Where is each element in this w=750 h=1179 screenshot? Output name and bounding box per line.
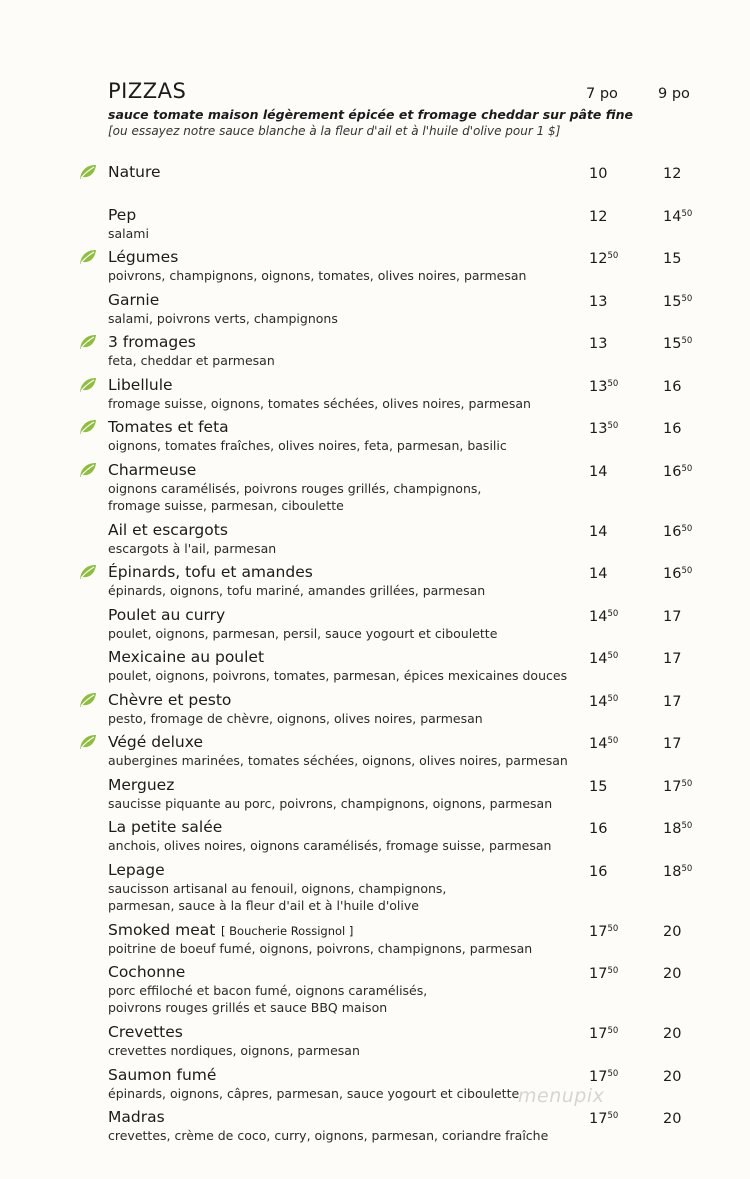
item-description: [108, 1042, 578, 1059]
leaf-icon: [79, 377, 97, 393]
price-7po: [589, 334, 607, 354]
price-9po-cents: 50: [681, 293, 693, 304]
item-name-text: Épinards, tofu et amandes: [108, 563, 313, 581]
price-7po: [589, 462, 607, 482]
item-description: [108, 837, 578, 854]
item-description: [108, 795, 578, 812]
menu-item: [0, 332, 750, 375]
price-9po-cents: 50: [681, 863, 693, 874]
description-line: escargots à l'ail, parmesan: [108, 540, 277, 556]
price-9po: [663, 564, 692, 584]
item-name-text: Nature: [108, 163, 161, 181]
item-name-text: Cochonne: [108, 963, 186, 981]
item-name: [108, 920, 353, 941]
price-9po: [663, 649, 681, 669]
price-9po-value: 20: [663, 1068, 682, 1085]
description-line: pesto, fromage de chèvre, oignons, olives noires, parmesan: [108, 710, 483, 726]
price-7po: [589, 1109, 618, 1129]
item-name: [108, 1065, 216, 1085]
description-line: salami, poivrons verts, champignons: [108, 310, 338, 326]
description-line: oignons caramélisés, poivrons rouges grillés, champignons,: [108, 480, 482, 496]
price-9po-value: 17: [663, 651, 682, 667]
menu-item: [0, 817, 750, 860]
description-line: poivrons, champignons, oignons, tomates, olives noires, parmesan: [108, 268, 527, 283]
item-name: [108, 647, 264, 667]
item-name-text: Tomates et feta: [108, 418, 229, 436]
price-7po-cents: 50: [607, 421, 619, 431]
price-7po: [589, 1067, 618, 1087]
price-7po-value: 13: [589, 421, 608, 437]
description-line: aubergines marinées, tomates séchées, oignons, olives noires, parmesan: [108, 753, 568, 768]
menu-item: [0, 690, 750, 733]
price-9po-value: 20: [663, 1026, 682, 1042]
price-7po-value: 14: [589, 736, 608, 752]
description-line: feta, cheddar et parmesan: [108, 353, 275, 368]
price-7po: [589, 564, 607, 584]
item-description: [108, 540, 578, 557]
item-name: [108, 605, 225, 625]
price-7po-cents: 50: [607, 1111, 619, 1121]
price-9po: [663, 1109, 681, 1129]
item-description: [108, 982, 578, 1016]
item-name: [108, 775, 174, 795]
price-7po-value: 16: [589, 863, 608, 880]
item-name: [108, 290, 159, 310]
menu-item: [0, 460, 750, 520]
item-name: [108, 962, 185, 982]
price-9po: [663, 292, 692, 312]
price-9po: [663, 522, 692, 542]
menu-item: [0, 860, 750, 920]
item-description: [108, 480, 578, 514]
price-7po-value: 13: [589, 293, 608, 310]
item-name-text: Chèvre et pesto: [108, 690, 232, 709]
item-name-text: Poulet au curry: [108, 605, 226, 624]
item-name: [108, 460, 196, 480]
item-name: [108, 162, 161, 182]
description-line: parmesan, sauce à la fleur d'ail et à l'huile d'olive: [108, 897, 419, 913]
menu-item: [0, 520, 750, 563]
item-name-text: Smoked meat: [108, 920, 216, 939]
item-description: [108, 437, 578, 454]
price-7po-value: 12: [589, 208, 608, 225]
item-description: [108, 1127, 578, 1144]
item-name-text: Légumes: [108, 248, 179, 266]
price-9po-value: 17: [663, 778, 682, 795]
price-9po: [663, 1067, 681, 1087]
item-name-text: Lepage: [108, 860, 165, 879]
price-9po-cents: 50: [681, 566, 693, 576]
section-subtitle: sauce tomate maison légèrement épicée et fromage cheddar sur pâte fine: [108, 107, 633, 122]
item-name-text: Libellule: [108, 375, 173, 394]
price-7po: [589, 692, 618, 712]
price-9po-value: 16: [663, 463, 682, 480]
price-7po-cents: 50: [607, 651, 619, 661]
leaf-icon: [79, 564, 97, 580]
price-7po-value: 14: [589, 566, 608, 582]
price-7po: [589, 649, 618, 669]
description-line: fromage suisse, parmesan, ciboulette: [108, 497, 344, 513]
price-9po: [663, 462, 692, 482]
menu-item: [0, 205, 750, 248]
item-name: [108, 860, 165, 880]
item-description: [108, 395, 578, 412]
price-7po-value: 17: [589, 1068, 608, 1085]
item-name-text: Merguez: [108, 775, 175, 794]
description-line: crevettes nordiques, oignons, parmesan: [108, 1043, 360, 1058]
item-name: [108, 690, 231, 710]
price-9po: [663, 819, 692, 839]
menu-item: [0, 417, 750, 460]
price-7po: [589, 862, 607, 882]
price-9po: [663, 249, 681, 269]
price-9po: [663, 862, 692, 882]
price-7po: [589, 292, 607, 312]
price-7po-cents: 50: [607, 966, 619, 976]
price-7po-cents: 50: [607, 693, 619, 704]
description-line: porc effiloché et bacon fumé, oignons caramélisés,: [108, 983, 428, 998]
price-9po-value: 20: [663, 1111, 682, 1127]
pizza-list: [0, 162, 750, 1150]
description-line: saucisson artisanal au fenouil, oignons, champignons,: [108, 880, 447, 896]
price-7po-value: 13: [589, 378, 608, 395]
description-line: épinards, oignons, câpres, parmesan, sauce yogourt et ciboulette: [108, 1085, 520, 1101]
price-7po-value: 12: [589, 251, 608, 267]
price-7po-cents: 50: [607, 378, 619, 389]
price-9po: [663, 922, 681, 942]
price-9po-value: 20: [663, 966, 682, 982]
description-line: épinards, oignons, tofu mariné, amandes grillées, parmesan: [108, 583, 486, 598]
menu-item: [0, 1065, 750, 1108]
item-name: [108, 375, 173, 395]
item-name: [108, 332, 196, 352]
description-line: poitrine de boeuf fumé, oignons, poivrons, champignons, parmesan: [108, 940, 533, 956]
price-7po-value: 14: [589, 693, 608, 710]
price-9po-value: 15: [663, 251, 682, 267]
menu-item: [0, 1107, 750, 1150]
price-9po-value: 18: [663, 821, 682, 837]
description-line: oignons, tomates fraîches, olives noires, feta, parmesan, basilic: [108, 438, 507, 453]
price-7po-cents: 50: [607, 736, 619, 746]
price-7po: [589, 922, 618, 942]
item-name-text: Saumon fumé: [108, 1065, 217, 1084]
item-name: [108, 732, 203, 752]
price-9po: [663, 377, 681, 397]
description-line: saucisse piquante au porc, poivrons, champignons, oignons, parmesan: [108, 795, 553, 811]
price-9po-cents: 50: [681, 336, 693, 346]
description-line: salami: [108, 225, 149, 241]
item-description: [108, 310, 578, 327]
item-description: [108, 752, 578, 769]
item-description: [108, 880, 578, 914]
price-7po-value: 17: [589, 966, 608, 982]
description-line: crevettes, crème de coco, curry, oignons, parmesan, coriandre fraîche: [108, 1128, 549, 1143]
description-line: fromage suisse, oignons, tomates séchées, olives noires, parmesan: [108, 395, 531, 411]
price-7po-cents: 50: [607, 1068, 619, 1079]
item-description: [108, 710, 578, 727]
description-line: poulet, oignons, poivrons, tomates, parmesan, épices mexicaines douces: [108, 668, 568, 683]
price-9po-value: 20: [663, 923, 682, 940]
leaf-icon: [79, 462, 97, 478]
price-7po-value: 13: [589, 336, 608, 352]
leaf-icon: [79, 164, 97, 180]
item-name-text: Végé deluxe: [108, 733, 203, 751]
item-name: [108, 817, 222, 837]
item-name-text: Garnie: [108, 290, 160, 309]
leaf-icon: [79, 249, 97, 265]
menu-item: [0, 647, 750, 690]
section-note: [ou essayez notre sauce blanche à la fleur d'ail et à l'huile d'olive pour 1 $]: [108, 124, 561, 138]
price-7po-value: 17: [589, 1026, 608, 1042]
menu-item: [0, 1022, 750, 1065]
price-9po: [663, 692, 681, 712]
menu-item: [0, 247, 750, 290]
price-7po: [589, 164, 607, 184]
price-9po: [663, 1024, 681, 1044]
price-7po-cents: 50: [607, 1026, 619, 1036]
price-9po: [663, 777, 692, 797]
menu-item: [0, 605, 750, 648]
menu-item: [0, 962, 750, 1022]
menu-item: [0, 775, 750, 818]
price-9po-value: 17: [663, 693, 682, 710]
price-7po-value: 16: [589, 821, 608, 837]
menu-item: [0, 562, 750, 605]
description-line: anchois, olives noires, oignons caramélisés, fromage suisse, parmesan: [108, 838, 552, 853]
watermark: menupix: [518, 1085, 605, 1107]
price-7po: [589, 1024, 618, 1044]
price-7po-value: 14: [589, 523, 608, 540]
leaf-icon: [79, 334, 97, 350]
item-name: [108, 1022, 183, 1042]
price-7po: [589, 522, 607, 542]
price-9po: [663, 419, 681, 439]
menu-item: [0, 920, 750, 963]
item-name-text: Charmeuse: [108, 460, 197, 479]
price-7po: [589, 419, 618, 439]
item-name: [108, 520, 228, 540]
item-name-text: Crevettes: [108, 1023, 183, 1041]
price-7po: [589, 964, 618, 984]
section-title: PIZZAS: [108, 79, 187, 103]
price-9po-value: 16: [663, 378, 682, 395]
menu-item: [0, 375, 750, 418]
price-9po-cents: 50: [681, 778, 693, 789]
price-7po-value: 14: [589, 651, 608, 667]
price-9po: [663, 734, 681, 754]
description-line: poulet, oignons, parmesan, persil, sauce yogourt et ciboulette: [108, 625, 498, 641]
price-9po-value: 12: [663, 166, 682, 182]
item-name: [108, 247, 178, 267]
price-9po: [663, 334, 692, 354]
price-9po-value: 14: [663, 208, 682, 225]
price-7po-value: 15: [589, 778, 608, 795]
price-9po-cents: 50: [681, 821, 693, 831]
price-7po-cents: 50: [607, 923, 619, 934]
price-9po-value: 18: [663, 863, 682, 880]
price-7po-value: 17: [589, 923, 608, 940]
item-description: [108, 940, 578, 957]
price-9po-cents: 50: [681, 208, 693, 219]
item-name-text: Mexicaine au poulet: [108, 648, 265, 666]
leaf-icon: [79, 419, 97, 435]
menu-item: [0, 162, 750, 205]
price-9po-value: 15: [663, 336, 682, 352]
item-description: [108, 225, 578, 242]
price-9po-cents: 50: [681, 523, 693, 534]
price-7po-cents: 50: [607, 251, 619, 261]
price-9po-value: 17: [663, 608, 682, 625]
item-name: [108, 1107, 165, 1127]
price-9po-value: 16: [663, 523, 682, 540]
item-supplier: [ Boucherie Rossignol ]: [217, 923, 354, 938]
price-7po: [589, 207, 607, 227]
item-name-text: 3 fromages: [108, 333, 196, 351]
price-9po: [663, 964, 681, 984]
item-name: [108, 562, 313, 582]
menu-item: [0, 732, 750, 775]
item-name-text: Pep: [108, 205, 137, 224]
price-7po: [589, 777, 607, 797]
price-7po-value: 17: [589, 1111, 608, 1127]
size-header-large: 9 po: [658, 86, 690, 102]
item-name-text: Madras: [108, 1108, 165, 1126]
price-7po-cents: 50: [607, 608, 619, 619]
item-description: [108, 352, 578, 369]
leaf-icon: [79, 734, 97, 750]
description-line: poivrons rouges grillés et sauce BBQ maison: [108, 1000, 388, 1015]
item-description: [108, 582, 578, 599]
menu-item: [0, 290, 750, 333]
price-9po-value: 16: [663, 421, 682, 437]
price-9po-value: 17: [663, 736, 682, 752]
price-9po-value: 15: [663, 293, 682, 310]
item-name: [108, 417, 229, 437]
menu-header: [108, 78, 708, 140]
price-7po: [589, 819, 607, 839]
price-7po-value: 14: [589, 463, 608, 480]
price-7po-value: 14: [589, 608, 608, 625]
price-7po: [589, 249, 618, 269]
price-7po: [589, 377, 618, 397]
price-7po: [589, 607, 618, 627]
price-9po: [663, 607, 681, 627]
item-description: [108, 267, 578, 284]
price-9po-cents: 50: [681, 463, 693, 474]
price-9po-value: 16: [663, 566, 682, 582]
item-description: [108, 1085, 578, 1102]
leaf-icon: [79, 692, 97, 708]
price-7po-value: 10: [589, 166, 608, 182]
item-description: [108, 625, 578, 642]
item-description: [108, 667, 578, 684]
price-9po: [663, 164, 681, 184]
item-name-text: Ail et escargots: [108, 520, 228, 539]
item-name: [108, 205, 136, 225]
price-7po: [589, 734, 618, 754]
item-name-text: La petite salée: [108, 818, 223, 836]
price-9po: [663, 207, 692, 227]
size-header-small: 7 po: [586, 86, 618, 102]
